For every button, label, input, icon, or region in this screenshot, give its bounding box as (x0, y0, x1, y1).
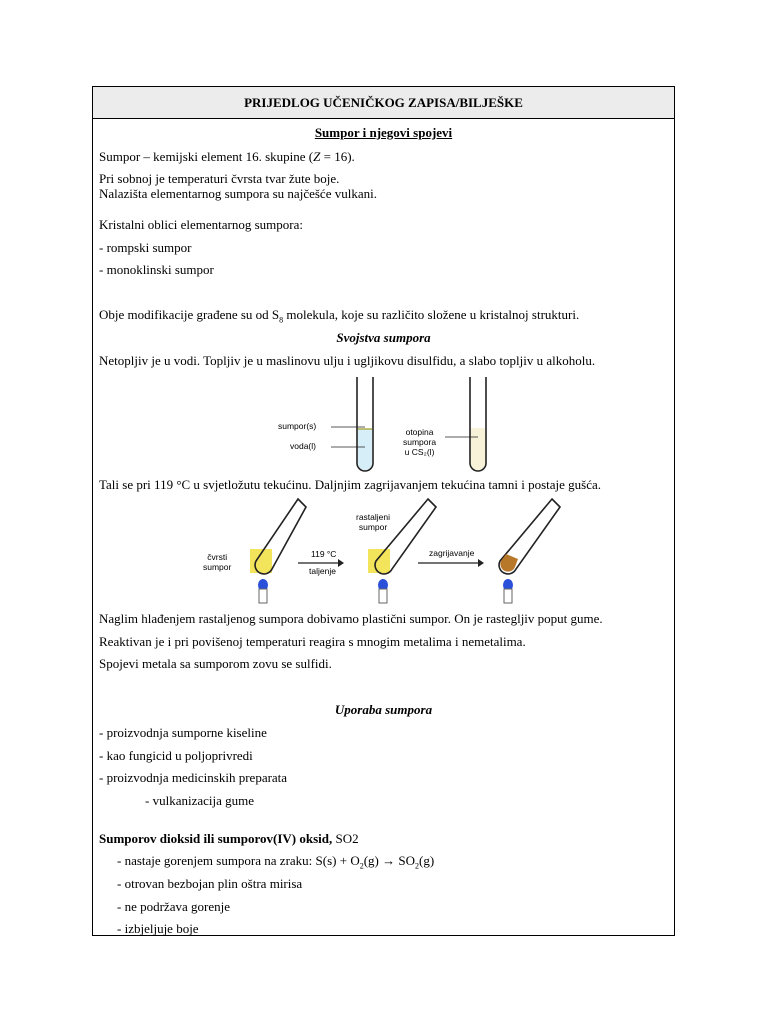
label-heating: zagrijavanje (429, 548, 475, 558)
text-modifications: Obje modifikacije građene su od $S_8$ molekula, koje su različito složene u kristalnoj strukturi. (99, 307, 580, 325)
text-deposits: Nalazišta elementarnog sumpora su najčešće vulkani. (99, 186, 377, 201)
list-item: - kao fungicid u poljoprivredi (99, 748, 253, 763)
list-item: - ne podržava gorenje (117, 899, 230, 914)
section-title-sulfur: Sumpor i njegovi spojevi (314, 125, 453, 140)
list-item: - izbjeljuje boje (117, 921, 199, 936)
label-solution: otopina sumpora u CS₂(l) (403, 427, 437, 457)
text-reactivity: Reaktivan je i pri povišenoj temperaturi reagira s mnogim metalima i nemetalima. (99, 634, 526, 649)
section-title-uses: Uporaba sumpora (334, 702, 433, 717)
text-plastic-sulfur: Naglim hlađenjem rastaljenog sumpora dobivamo plastični sumpor. On je rastegljiv poput gume. (99, 611, 603, 626)
label-sulfur: sumpor(s) (278, 421, 317, 431)
text-sulfides: Spojevi metala sa sumporom zovu se sulfidi. (99, 656, 332, 671)
list-item: - proizvodnja sumporne kiseline (99, 725, 267, 740)
text-state: Pri sobnoj je temperaturi čvrsta tvar žute boje. (99, 171, 340, 186)
section-title-sulfur-dioxide: Sumporov dioksid ili sumporov(IV) oksid, SO2 (99, 831, 359, 846)
page-title: PRIJEDLOG UČENIČKOG ZAPISA/BILJEŠKE (93, 87, 674, 119)
list-item: - rompski sumpor (99, 240, 192, 255)
list-item: - vulkanizacija gume (145, 793, 255, 808)
list-item: - proizvodnja medicinskih preparata (99, 770, 288, 785)
label-melting: taljenje (309, 566, 336, 576)
text-melting: Tali se pri 119 °C u svjetložutu tekućinu. Daljnjim zagrijavanjem tekućina tamni i postaje gušća. (99, 477, 602, 492)
note-sheet (92, 86, 675, 936)
label-molten-sulfur: rastaljeni sumpor (356, 512, 391, 532)
label-temperature: 119 °C (311, 549, 337, 559)
label-water: voda(l) (290, 441, 316, 451)
text-forms-title: Kristalni oblici elementarnog sumpora: (99, 217, 303, 232)
text-solubility: Netopljiv je u vodi. Topljiv je u maslinovu ulju i ugljikovu disulfidu, a slabo topljiv u alkoholu. (99, 353, 596, 368)
list-item: - otrovan bezbojan plin oštra mirisa (117, 876, 303, 891)
list-item: - monoklinski sumpor (99, 262, 214, 277)
text-reaction: - nastaje gorenjem sumpora na zraku: $S(s) + O_2(g) \to SO_2(g)$ (117, 853, 435, 871)
text-element-info: Sumpor – kemijski element 16. skupine (Z = 16). (99, 149, 355, 164)
label-solid-sulfur: čvrsti sumpor (203, 552, 232, 572)
section-title-properties: Svojstva sumpora (336, 330, 431, 345)
